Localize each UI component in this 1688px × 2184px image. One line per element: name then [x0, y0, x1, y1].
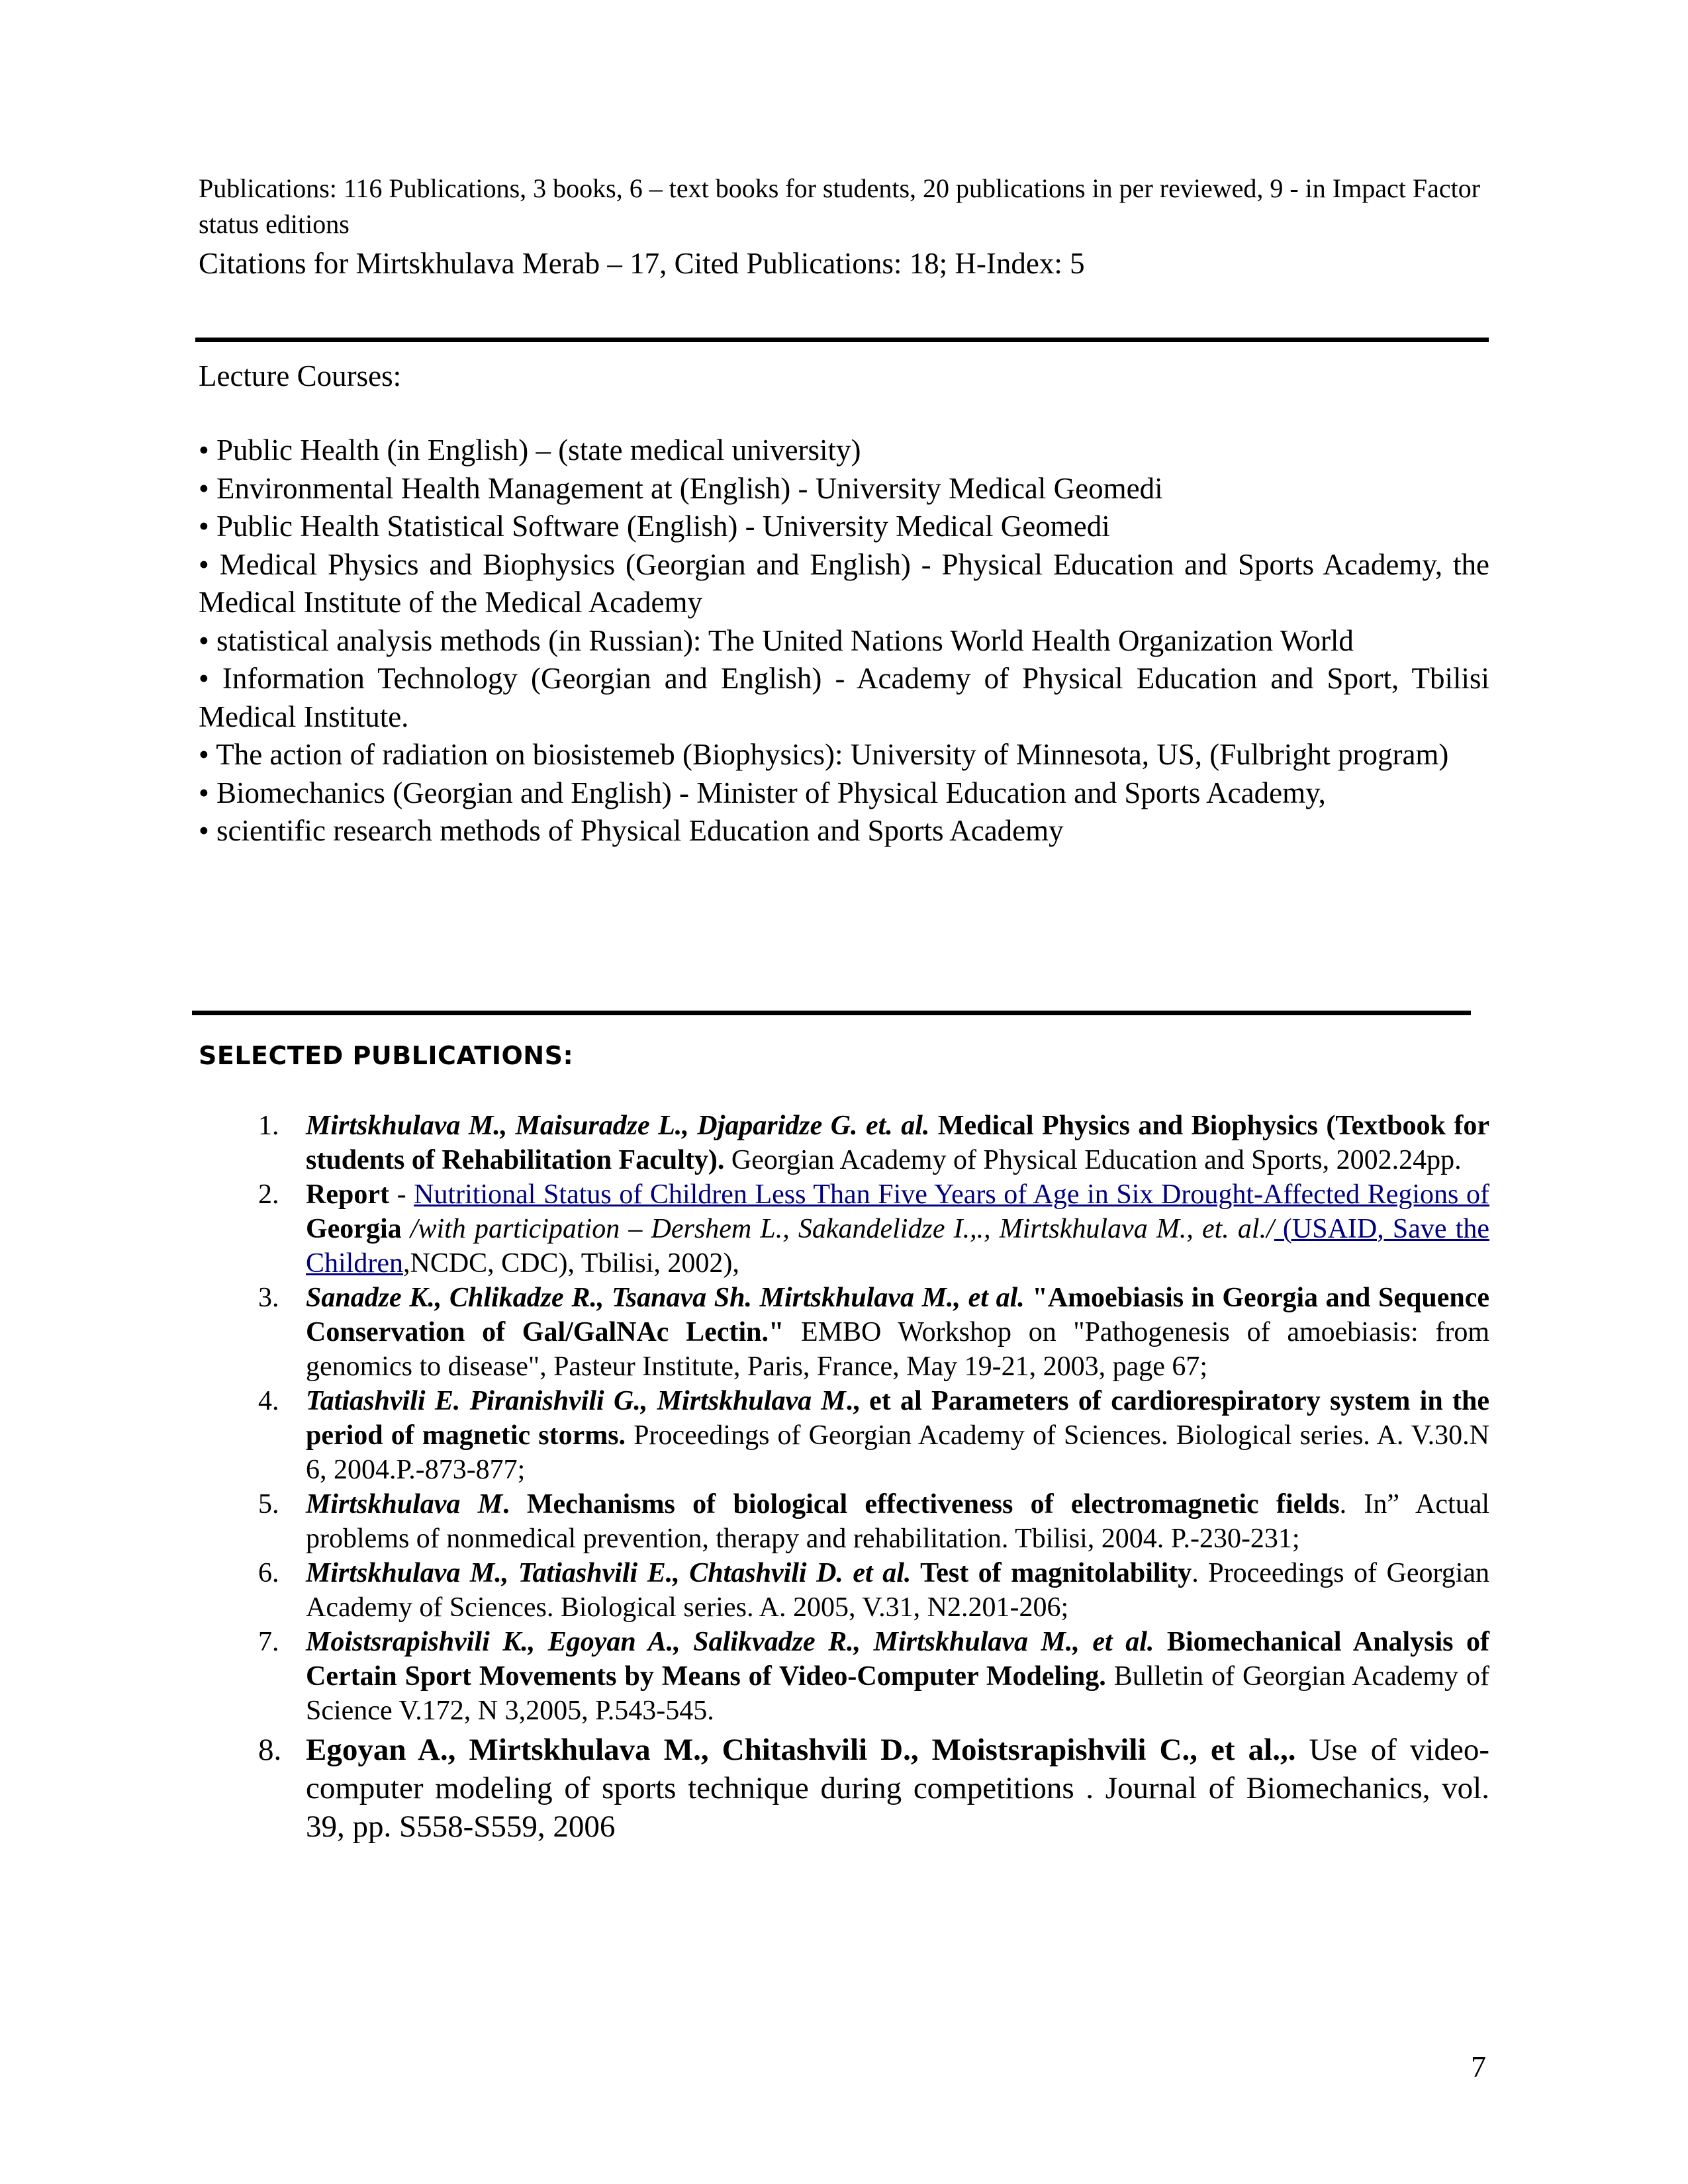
publication-type-label: Report	[306, 1179, 389, 1210]
publication-source: Proceedings of Georgian Academy of Sciences. Biological series. A. V.30.N 6, 2004.P.-873-877;	[306, 1420, 1490, 1485]
publication-item: 2. Report - Nutritional Status of Children Less Than Five Years of Age in Six Drought-Affected Regions of Georgia /with participation – Dershem L., Sakandelidze I.,., Mirtskhulava M., et. al./ (USAID, Save the Children,NCDC, CDC), Tbilisi, 2002),	[252, 1177, 1489, 1281]
publication-item	[252, 1625, 1489, 1728]
publication-source: Georgian Academy of Physical Education and Sports, 2002.24pp.	[724, 1145, 1462, 1175]
bullet-icon: •	[199, 433, 209, 467]
report-country: Georgia	[306, 1214, 402, 1244]
lecture-courses-heading: Lecture Courses:	[199, 359, 402, 392]
page-number: 7	[1471, 2050, 1486, 2083]
publication-source: . Proceedings of Georgian Academy of Sciences. Biological series. A. 2005, V.31, N2.201-206;	[306, 1558, 1490, 1623]
citations-text: Citations for Mirtskhulava Merab – 17, Cited Publications: 18; H-Index: 5	[199, 247, 1085, 280]
publication-number: 2.	[258, 1179, 279, 1210]
course-item: • scientific research methods of Physical Education and Sports Academy	[199, 814, 1064, 847]
publication-authors: Moistsrapishvili K., Egoyan A., Salikvadze R., Mirtskhulava M., et al.	[306, 1627, 1154, 1657]
publication-number: 4.	[258, 1386, 279, 1416]
bullet-icon: •	[199, 547, 209, 581]
course-item: • Medical Physics and Biophysics (Georgian and English) - Physical Education and Sports Academy, the Medical Institute of the Medical Academy	[199, 547, 1490, 619]
publication-number: 7.	[258, 1627, 279, 1657]
publication-source: EMBO Workshop on "Pathogenesis of amoebiasis: from genomics to disease", Pasteur Institute, Paris, France, May 19-21, 2003, page 67;	[306, 1317, 1489, 1382]
publication-title: Test of magnitolability	[911, 1558, 1192, 1588]
bullet-icon: •	[199, 662, 209, 695]
publication-title: ., et al Parameters of cardiorespiratory system in the period of magnetic storms.	[306, 1386, 1489, 1451]
course-item: • Information Technology (Georgian and English) - Academy of Physical Education and Sport, Tbilisi Medical Institute.	[199, 662, 1490, 733]
lecture-courses-list	[199, 432, 1489, 850]
bullet-icon: •	[199, 623, 209, 657]
publication-number: 1.	[258, 1111, 279, 1141]
selected-publications-heading: SELECTED PUBLICATIONS:	[199, 1041, 574, 1070]
publications-list	[252, 1109, 1489, 1846]
bullet-icon: •	[199, 776, 209, 809]
publication-source: ,NCDC, CDC), Tbilisi, 2002),	[402, 1248, 739, 1279]
publication-authors: Tatiashvili E. Piranishvili G., Mirtskhulava M	[306, 1386, 846, 1416]
publication-item	[252, 1556, 1489, 1625]
publication-item	[252, 1109, 1489, 1177]
course-item: • statistical analysis methods (in Russian): The United Nations World Health Organization World	[199, 623, 1354, 657]
publications-count-text: Publications: 116 Publications, 3 books, 6 – text books for students, 20 publications in per reviewed, 9 - in Impact Factor status editions	[199, 173, 1481, 239]
publication-number: 8.	[258, 1733, 282, 1767]
course-item: • Environmental Health Management at (English) - University Medical Geomedi	[199, 471, 1163, 505]
publication-authors: /with participation – Dershem L., Sakandelidze I.,., Mirtskhulava M., et. al./	[401, 1214, 1274, 1244]
publication-source: . In” Actual problems of nonmedical prevention, therapy and rehabilitation. Tbilisi, 2004. P.-230-231;	[306, 1489, 1490, 1554]
publication-authors: Mirtskhulava M., Tatiashvili E., Chtashvili D. et al.	[306, 1558, 912, 1588]
bullet-icon: •	[199, 471, 209, 505]
publication-authors: Mirtskhulava M	[306, 1489, 503, 1520]
publication-title: . Mechanisms of biological effectiveness of electromagnetic fields	[502, 1489, 1340, 1520]
course-item: • Public Health (in English) – (state medical university)	[199, 433, 861, 467]
publication-number: 3.	[258, 1283, 279, 1313]
publication-item	[252, 1731, 1489, 1846]
report-title-link[interactable]: Nutritional Status of Children Less Than Five Years of Age in Six Drought-Affected Regions of	[414, 1179, 1489, 1210]
publication-title: "Amoebiasis in Georgia and Sequence Conservation of Gal/GalNAc Lectin."	[306, 1283, 1490, 1347]
horizontal-divider	[195, 338, 1489, 342]
publication-item	[252, 1281, 1489, 1384]
bullet-icon: •	[199, 738, 209, 771]
publication-authors: Sanadze K., Chlikadze R., Tsanava Sh. Mirtskhulava M., et al.	[306, 1283, 1025, 1313]
publication-number: 6.	[258, 1558, 279, 1588]
publication-source: Use of video-computer modeling of sports technique during competitions . Journal of Biomechanics, vol. 39, pp. S558-S559, 2006	[306, 1733, 1489, 1844]
bullet-icon: •	[199, 510, 209, 543]
publication-item	[252, 1487, 1489, 1556]
publication-source: Bulletin of Georgian Academy of Science V.172, N 3,2005, P.543-545.	[306, 1661, 1489, 1726]
publication-item	[252, 1384, 1489, 1487]
publication-title: Medical Physics and Biophysics (Textbook for students of Rehabilitation Faculty).	[306, 1111, 1489, 1175]
course-item: • Biomechanics (Georgian and English) - Minister of Physical Education and Sports Academy,	[199, 776, 1326, 809]
publication-authors: Mirtskhulava M., Maisuradze L., Djaparidze G. et. al.	[306, 1111, 930, 1141]
publication-summary	[199, 171, 1496, 282]
bullet-icon: •	[199, 814, 209, 847]
publication-title: Biomechanical Analysis of Certain Sport Movements by Means of Video-Computer Modeling.	[306, 1627, 1489, 1692]
course-item: • Public Health Statistical Software (English) - University Medical Geomedi	[199, 510, 1110, 543]
usaid-link[interactable]: (USAID, Save the Children	[306, 1214, 1489, 1279]
publication-authors: Egoyan A., Mirtskhulava M., Chitashvili D., Moistsrapishvili C., et al.,.	[306, 1733, 1296, 1767]
course-item: • The action of radiation on biosistemeb (Biophysics): University of Minnesota, US, (Fulbright program)	[199, 738, 1449, 771]
publication-number: 5.	[258, 1489, 279, 1520]
horizontal-divider	[192, 1011, 1471, 1015]
